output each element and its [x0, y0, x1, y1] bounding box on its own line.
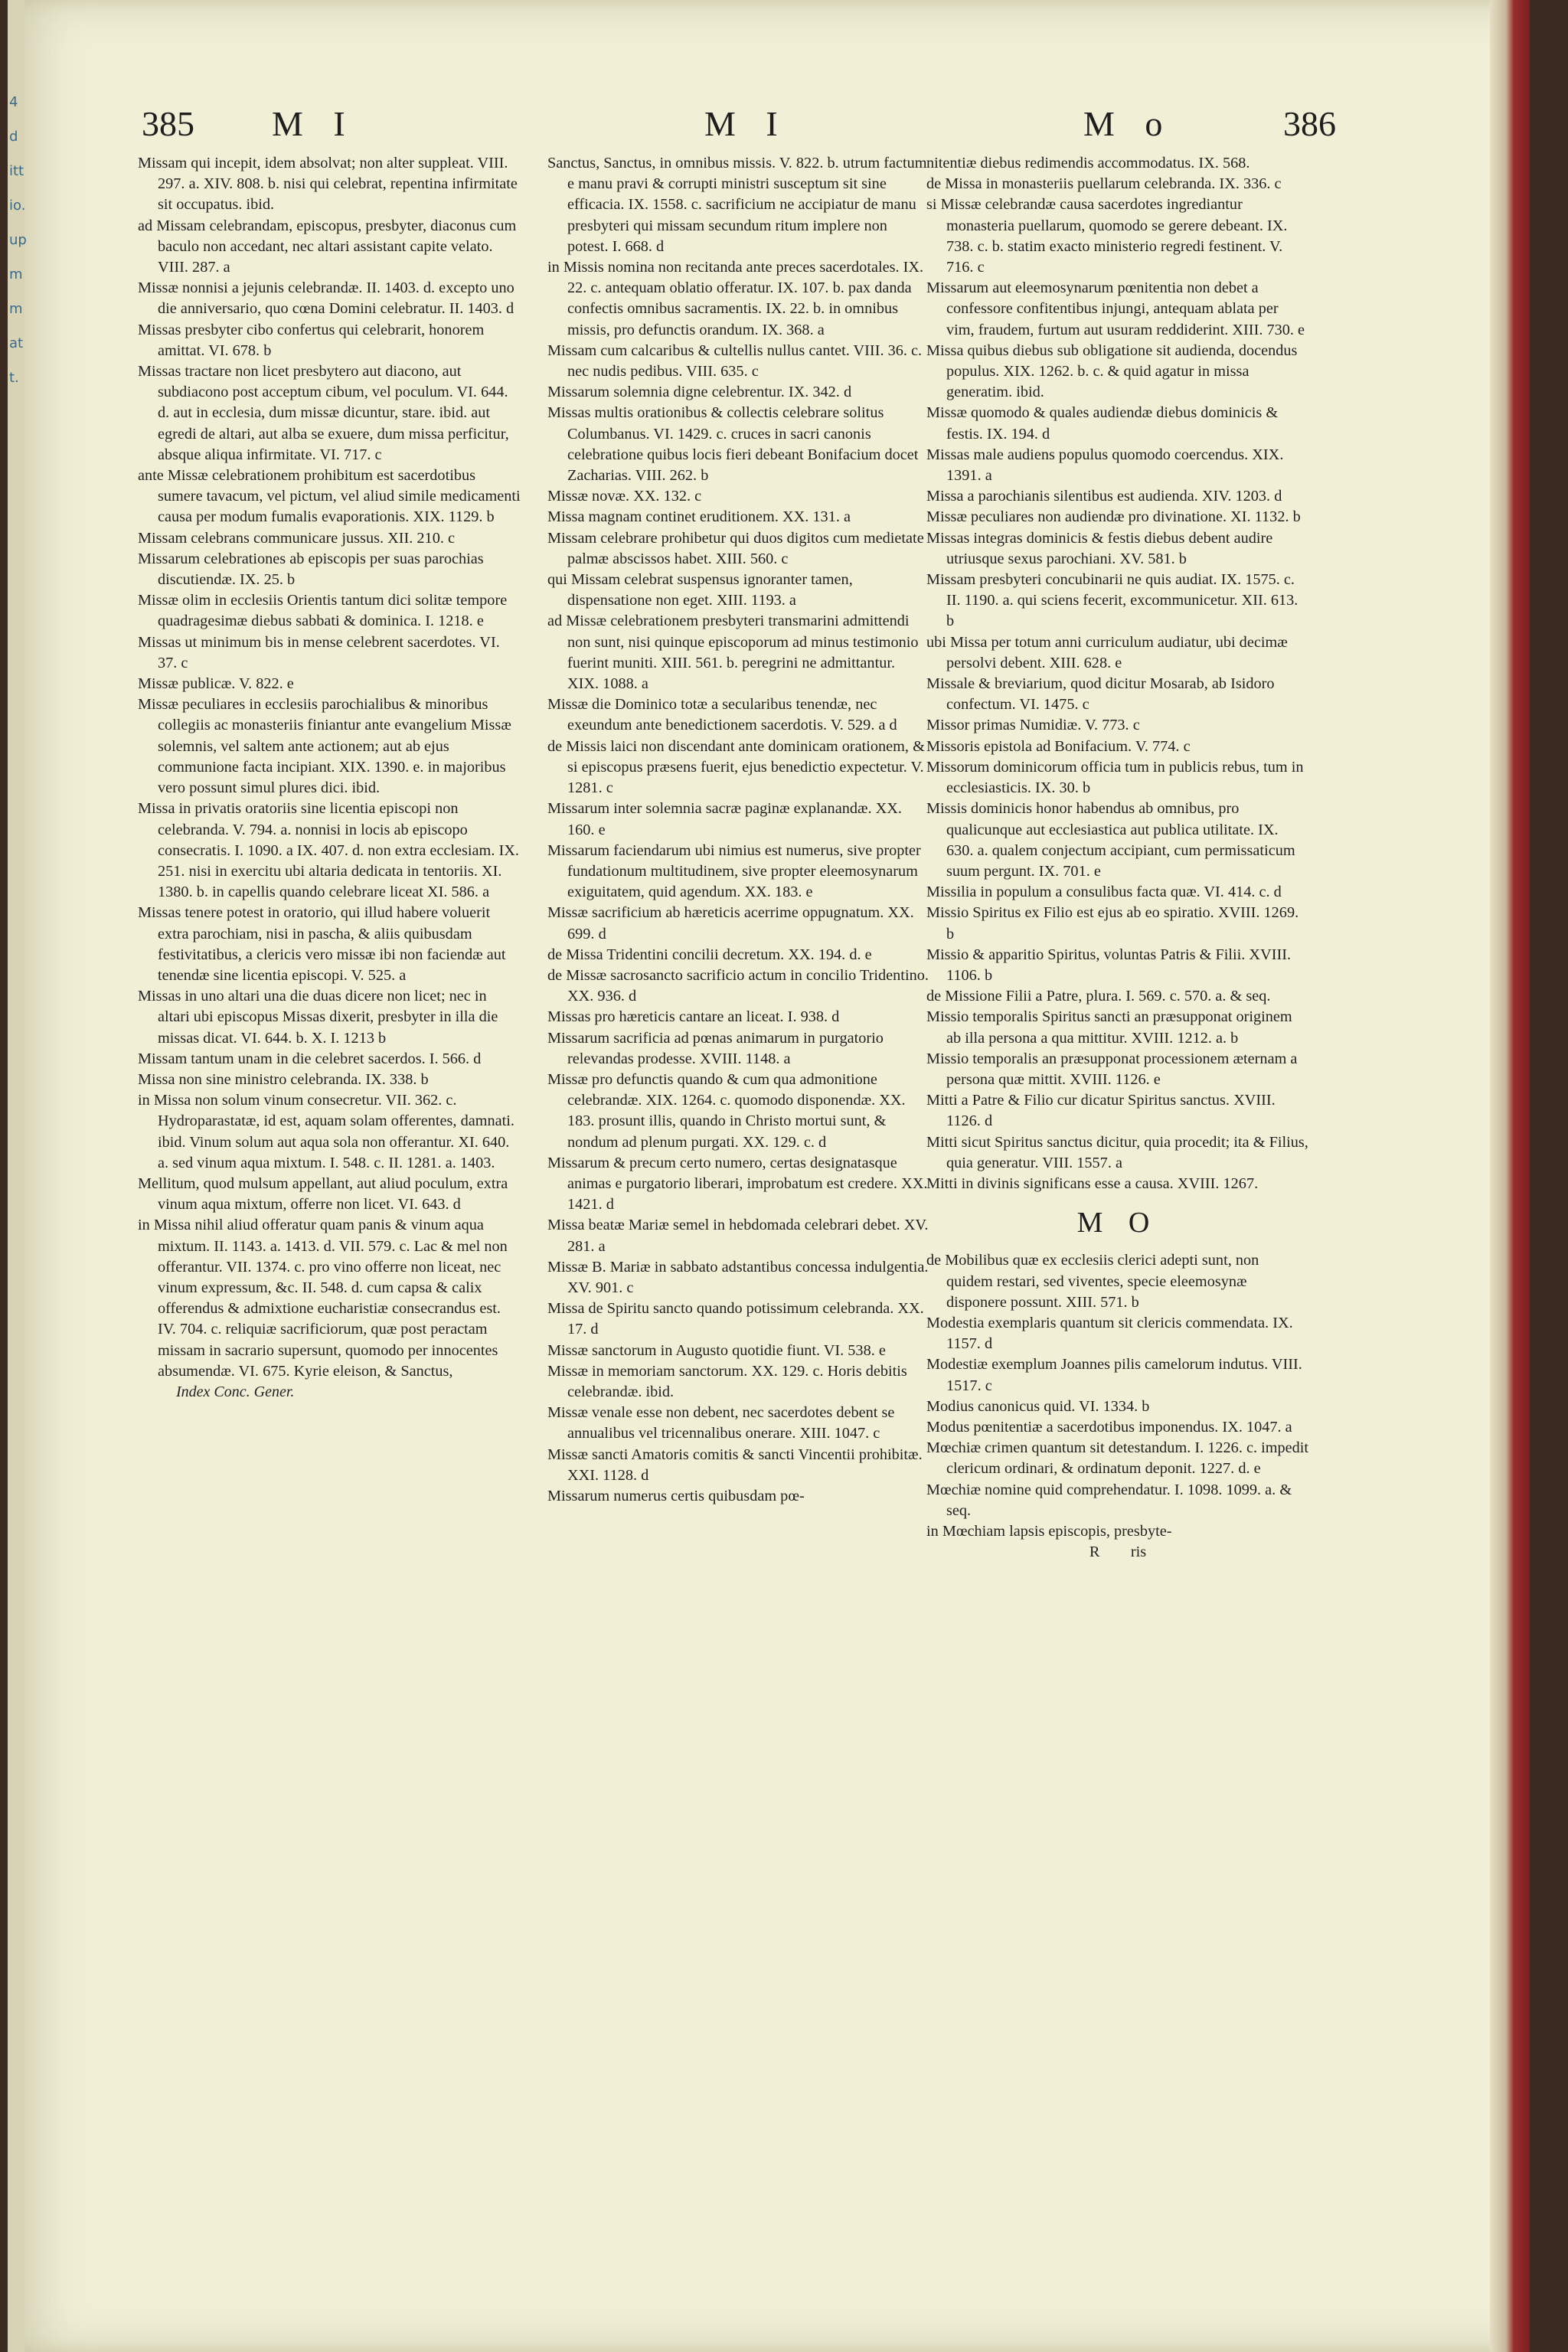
index-entry: Missæ novæ. XX. 132. c [547, 488, 702, 505]
index-entry: Missas pro hæreticis cantare an liceat. I. 938. d [547, 1008, 840, 1026]
index-entry: Missarum inter solemnia sacræ paginæ explanandæ. XX. 160. e [547, 800, 903, 838]
index-entry: Missa de Spiritu sancto quando potissimum celebranda. XX. 17. d [547, 1300, 924, 1338]
index-entry: Missam qui incepit, idem absolvat; non alter suppleat. VIII. 297. a. XIV. 808. b. nisi qui celebrat, repentina infirmitate sit occupatus. ibid. [138, 155, 518, 214]
index-entry: Missas in uno altari una die duas dicere non licet; nec in altari ubi episcopus Missas dixerit, presbyter in illa die missas dicat. VI. 644. b. X. I. 1213 b [138, 988, 498, 1047]
index-entry: Mœchiæ nomine quid comprehendatur. I. 1098. 1099. a. & seq. [926, 1481, 1292, 1519]
column-1 [138, 153, 521, 1403]
index-entry: in Missis nomina non recitanda ante preces sacerdotales. IX. 22. c. antequam oblatio offeratur. IX. 107. b. pax danda confectis omnibus sacramentis. IX. 22. b. in omnibus missis, pro defunctis orandum. IX. 368. a [547, 259, 924, 338]
margin-char: d [9, 129, 18, 145]
index-entry: Missæ quomodo & quales audiendæ diebus dominicis & festis. IX. 194. d [926, 404, 1279, 443]
margin-char: at [9, 335, 24, 351]
index-entry: Missarum faciendarum ubi nimius est numerus, sive propter fundationum multitudinem, sive propter eleemosynarum exiguitatem, quid agendum. XX. 183. e [547, 841, 921, 901]
index-entry: Missas integras dominicis & festis diebus debent audire utriusque sexus parochiani. XV. 581. b [926, 529, 1273, 567]
margin-char: itt [9, 163, 24, 179]
index-entry: in Missa non solum vinum consecretur. VII. 362. c. Hydroparastatæ, id est, aquam solam offerentes, damnati. ibid. Vinum solum aut aqua sola non offerantur. XI. 640. a. sed vinum aqua mixtum. I. 548. c. II. 1281. a. 1403. [138, 1092, 514, 1171]
index-columns [138, 153, 1348, 2113]
index-entry: ad Missam celebrandam, episcopus, presbyter, diaconus cum baculo non accedant, nec altari assistant capite velato. VIII. 287. a [138, 217, 517, 276]
index-entry: Missæ die Dominico totæ a secularibus tenendæ, nec exeundum ante benedictionem sacerdotis. V. 529. a d [547, 696, 897, 734]
left-guide-word: M I [272, 104, 356, 143]
running-header [142, 103, 1336, 149]
margin-char: 4 [9, 94, 18, 110]
index-entry: Missæ pro defunctis quando & cum qua admonitione celebrandæ. XIX. 1264. c. quomodo disponendæ. XX. 183. prosunt illis, quando in Christo mortui sunt, & nondum ad plenum purgati. XX. 129. c. d [547, 1070, 906, 1151]
column-3 [926, 153, 1309, 1563]
index-entry: ante Missæ celebrationem prohibitum est sacerdotibus sumere tavacum, vel pictum, vel aliud simile medicamenti causa per modum fumalis evaporationis. XIX. 1129. b [138, 467, 521, 526]
index-entry: Modestia exemplaris quantum sit clericis commendata. IX. 1157. d [926, 1314, 1293, 1353]
index-entry: ubi Missa per totum anni curriculum audiatur, ubi decimæ persolvi debent. XIII. 628. e [926, 633, 1288, 671]
index-entry: Missio Spiritus ex Filio est ejus ab eo spiratio. XVIII. 1269. b [926, 904, 1299, 942]
index-entry: Missarum numerus certis quibusdam pœ- [547, 1488, 805, 1504]
index-entry: Missæ peculiares in ecclesiis parochialibus & minoribus collegiis ac monasteriis finiantur ante evangelium Missæ solemnis, vel saltem ante actionem; aut ab ejus communione facta incipiant. XIX. 1390. e. in majoribus vero possunt simul plures dici. ibid. [138, 696, 511, 797]
index-entry: Mitti a Patre & Filio cur dicatur Spiritus sanctus. XVIII. 1126. d [926, 1092, 1276, 1130]
index-entry: Mitti sicut Spiritus sanctus dicitur, quia procedit; ita & Filius, quia generatur. VIII. 1557. a [926, 1133, 1308, 1171]
margin-char: m [9, 266, 23, 283]
index-entry: Missæ olim in ecclesiis Orientis tantum dici solitæ tempore quadragesimæ diebus sabbati & dominica. I. 1218. e [138, 592, 508, 630]
index-entry: Missa magnam continet eruditionem. XX. 131. a [547, 508, 851, 526]
index-entry: Missio temporalis Spiritus sancti an præsupponat originem ab illa persona a qua mittitur. XVIII. 1212. a. b [926, 1008, 1292, 1047]
index-entry: Missæ peculiares non audiendæ pro divinatione. XI. 1132. b [926, 508, 1301, 526]
index-entry: Missas ut minimum bis in mense celebrent sacerdotes. VI. 37. c [138, 633, 500, 671]
index-entry: si Missæ celebrandæ causa sacerdotes ingrediantur monasteria puellarum, quomodo se gerere debeant. IX. 738. c. b. statim exacto ministerio regredi festinent. V. 716. c [926, 196, 1288, 276]
index-entry: Missam celebrare prohibetur qui duos digitos cum medietate palmæ abscissos habet. XIII. 560. c [547, 529, 924, 567]
index-entry: Missæ sacrificium ab hæreticis acerrime oppugnatum. XX. 699. d [547, 904, 914, 942]
index-entry: Mellitum, quod mulsum appellant, aut aliud poculum, extra vinum aqua mixtum, offerre non licet. VI. 643. d [138, 1174, 508, 1214]
right-guide-word: M o [1083, 104, 1174, 143]
book-spine-edge [1490, 0, 1530, 2352]
index-entry: Missæ venale esse non debent, nec sacerdotes debent se annualibus vel tricennalibus onerare. XIII. 1047. c [547, 1404, 895, 1442]
index-entry: Missas presbyter cibo confertus qui celebrarit, honorem amittat. VI. 678. b [138, 321, 485, 359]
index-entry: nitentiæ diebus redimendis accommodatus. IX. 568. [926, 155, 1250, 172]
index-entry: Missam celebrans communicare jussus. XII. 210. c [138, 529, 455, 547]
index-entry: de Missa in monasteriis puellarum celebranda. IX. 336. c [926, 175, 1282, 193]
index-entry: Missæ publicæ. V. 822. e [138, 675, 294, 693]
index-entry: Missoris epistola ad Bonifacium. V. 774. c [926, 737, 1191, 755]
index-entry: Missis dominicis honor habendus ab omnibus, pro qualicunque aut ecclesiastica aut publica utilitate. IX. 630. a. qualem conjectum accipiant, cum permissaticum suum pergunt. IX. 701. e [926, 800, 1295, 880]
index-entry: in Missa nihil aliud offeratur quam panis & vinum aqua mixtum. II. 1143. a. 1413. d. VII. 579. c. Lac & mel non offerantur. VII. 1374. c. pro vino offerre non liceat, nec vinum expressum, &c. II. 548. d. cum capsa & calix offerendus & admixtione eucharistiæ consecrandus est. IV. 704. c. reliquiæ sacrificiorum, quæ post peractam missam in sacrario supersunt, quomodo per innocentes absumendæ. VI. 675. Kyrie eleison, & Sanctus, [138, 1217, 508, 1380]
index-entry: Missæ nonnisi a jejunis celebrandæ. II. 1403. d. excepto uno die anniversario, quo cœna Domini celebratur. II. 1403. d [138, 279, 514, 318]
margin-chars [9, 92, 27, 402]
index-entry: Missa non sine ministro celebranda. IX. 338. b [138, 1070, 429, 1088]
index-entry: Mœchiæ crimen quantum sit detestandum. I. 1226. c. impedit clericum ordinari, & ordinatum deponit. 1227. d. e [926, 1439, 1309, 1478]
index-entry: Modus pœnitentiæ a sacerdotibus imponendus. IX. 1047. a [926, 1418, 1292, 1436]
index-entry: Missas tenere potest in oratorio, qui illud habere voluerit extra parochiam, nisi in pascha, & aliis quibusdam festivitatibus, a clericis vero missæ ibi non faciendæ aut tenendæ sine licentia episcopi. V. 525. a [138, 904, 506, 984]
index-entry: de Missa Tridentini concilii decretum. XX. 194. d. e [547, 946, 872, 963]
index-entry: ad Missæ celebrationem presbyteri transmarini admittendi non sunt, nisi quinque episcoporum ad minus testimonio fuerint muniti. XIII. 561. b. peregrini ne admittantur. XIX. 1088. a [547, 612, 919, 693]
index-entry: de Missæ sacrosancto sacrificio actum in concilio Tridentino. XX. 936. d [547, 966, 929, 1005]
signature-mark: R ris [1089, 1544, 1147, 1561]
index-entry: Missæ in memoriam sanctorum. XX. 129. c. Horis debitis celebrandæ. ibid. [547, 1362, 907, 1400]
index-entry: Missarum aut eleemosynarum pœnitentia non debet a confessore confitentibus injungi, antequam ablata per vim, fraudem, furtum aut usuram reddiderint. XIII. 730. e [926, 279, 1305, 338]
index-entry: Missas male audiens populus quomodo coercendus. XIX. 1391. a [926, 446, 1284, 485]
index-entry: Missio temporalis an præsupponat processionem æternam a persona quæ mittit. XVIII. 1126. e [926, 1050, 1298, 1088]
index-entry: Modestiæ exemplum Joannes pilis camelorum indutus. VIII. 1517. c [926, 1356, 1302, 1394]
index-entry: de Mobilibus quæ ex ecclesiis clerici adepti sunt, non quidem restari, sed viventes, specie eleemosynæ disponere possunt. XIII. 571. b [926, 1252, 1259, 1311]
index-entry: Missam presbyteri concubinarii ne quis audiat. IX. 1575. c. II. 1190. a. qui sciens fecerit, excommunicetur. XII. 613. b [926, 571, 1298, 630]
index-entry: Missa in privatis oratoriis sine licentia episcopi non celebranda. V. 794. a. nonnisi in locis ab episcopo consecratis. I. 1090. a IX. 407. d. non extra ecclesiam. IX. 251. nisi in exercitu ubi altaria dedicata in tentoriis. XI. 1380. b. in capellis quando celebrare liceat XI. 586. a [138, 800, 519, 901]
index-entry: Missor primas Numidiæ. V. 773. c [926, 717, 1140, 734]
index-entry: Missam cum calcaribus & cultellis nullus cantet. VIII. 36. c. nec nudis pedibus. VIII. 635. c [547, 341, 923, 381]
column-2 [547, 153, 930, 1507]
index-entry: Missa a parochianis silentibus est audienda. XIV. 1203. d [926, 488, 1282, 505]
index-entry: qui Missam celebrat suspensus ignoranter tamen, dispensatione non eget. XIII. 1193. a [547, 571, 853, 609]
index-entry: Sanctus, Sanctus, in omnibus missis. V. 822. b. utrum factum e manu pravi & corrupti ministri susceptum sit sine efficacia. IX. 1558. c. sacrificium ne accipiatur de manu presbyteri qui missam secundum ritum implere non potest. I. 668. d [547, 155, 927, 255]
left-page-number: 385 [142, 104, 194, 143]
index-entry: Modius canonicus quid. VI. 1334. b [926, 1397, 1150, 1415]
margin-char: up [9, 232, 27, 248]
index-entry: Missa beatæ Mariæ semel in hebdomada celebrari debet. XV. 281. a [547, 1217, 929, 1255]
index-entry: Missam tantum unam in die celebret sacerdos. I. 566. d [138, 1050, 482, 1067]
center-guide-word: M I [704, 104, 789, 143]
section-heading: M O [1076, 1207, 1159, 1240]
index-entry: Missarum & precum certo numero, certas designatasque animas e purgatorio liberari, improbatum est credere. XX. 1421. d [547, 1154, 928, 1214]
index-entry: Missale & breviarium, quod dicitur Mosarab, ab Isidoro confectum. VI. 1475. c [926, 675, 1275, 714]
index-entry: de Missis laici non discendant ante dominicam orationem, & si episcopus præsens fuerit, ejus benedictio expectetur. V. 1281. c [547, 737, 925, 797]
index-entry: Missas tractare non licet presbytero aut diacono, aut subdiacono post acceptum cibum, vel poculum. VI. 644. d. aut in ecclesia, dum missæ dicuntur, stare. ibid. aut egredi de altari, aut alba se exuere, dum missa perficitur, absque aliqua infirmitate. VI. 717. c [138, 363, 509, 463]
index-entry: in Mœchiam lapsis episcopis, presbyte- [926, 1523, 1172, 1540]
index-entry: Missas multis orationibus & collectis celebrare solitus Columbanus. VI. 1429. c. cruces in sacri canonis celebratione quibus locis fieri debeant Bonifacium docet Zacharias. VIII. 262. b [547, 404, 919, 485]
margin-char: io. [9, 198, 26, 214]
signature-footnote: Index Conc. Gener. [176, 1383, 295, 1400]
index-entry: Missa quibus diebus sub obligatione sit audienda, docendus populus. XIX. 1262. b. c. & quid agatur in missa generatim. ibid. [926, 341, 1298, 401]
index-entry: Mitti in divinis significans esse a causa. XVIII. 1267. [926, 1174, 1259, 1192]
margin-char: m [9, 301, 23, 317]
margin-char: t. [9, 370, 19, 386]
right-page-number: 386 [1283, 104, 1336, 143]
index-entry: Missæ B. Mariæ in sabbato adstantibus concessa indulgentia. XV. 901. c [547, 1258, 929, 1296]
index-entry: Missarum celebrationes ab episcopis per suas parochias discutiendæ. IX. 25. b [138, 550, 484, 589]
index-entry: de Missione Filii a Patre, plura. I. 569. c. 570. a. & seq. [926, 988, 1271, 1005]
index-entry: Missorum dominicorum officia tum in publicis rebus, tum in ecclesiasticis. IX. 30. b [926, 758, 1304, 797]
index-entry: Missæ sancti Amatoris comitis & sancti Vincentii prohibitæ. XXI. 1128. d [547, 1446, 923, 1484]
index-entry: Missilia in populum a consulibus facta quæ. VI. 414. c. d [926, 884, 1282, 901]
book-page [8, 0, 1530, 2352]
index-entry: Missarum sacrificia ad pœnas animarum in purgatorio relevandas prodesse. XVIII. 1148. a [547, 1029, 884, 1067]
index-entry: Missæ sanctorum in Augusto quotidie fiunt. VI. 538. e [547, 1341, 886, 1359]
index-entry: Missio & apparitio Spiritus, voluntas Patris & Filii. XVIII. 1106. b [926, 946, 1292, 984]
index-entry: Missarum solemnia digne celebrentur. IX. 342. d [547, 384, 852, 401]
